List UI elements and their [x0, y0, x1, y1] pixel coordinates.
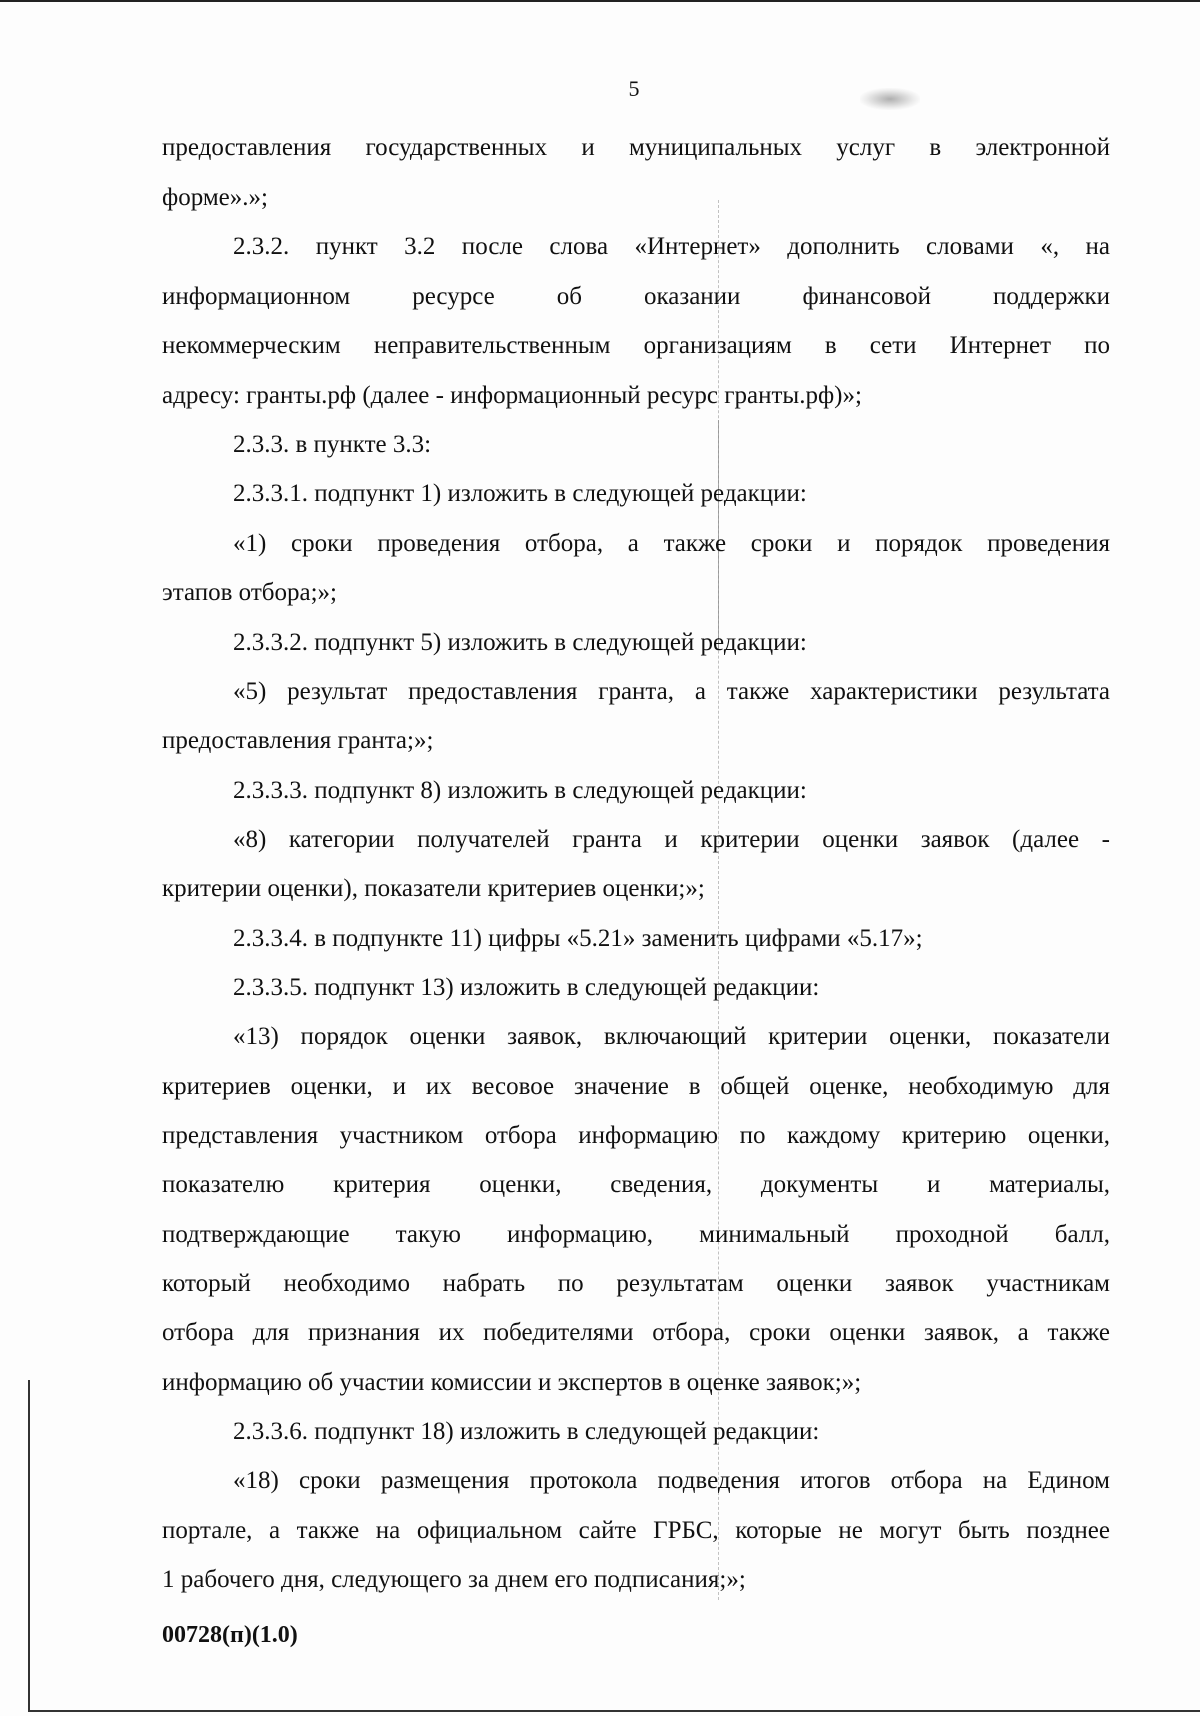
text-line: предоставления гранта;»; — [162, 727, 434, 754]
text-line: «5) результат предоставления гранта, а также характеристики результата — [233, 678, 1110, 705]
text-line: который необходимо набрать по результатам оценки заявок участникам — [162, 1270, 1110, 1297]
text-line: портале, а также на официальном сайте ГРБС, которые не могут быть позднее — [162, 1517, 1110, 1544]
text-line: «18) сроки размещения протокола подведения итогов отбора на Едином — [233, 1467, 1110, 1494]
text-line: 2.3.3.6. подпункт 18) изложить в следующей редакции: — [233, 1418, 820, 1445]
text-line: информацию об участии комиссии и экспертов в оценке заявок;»; — [162, 1369, 862, 1396]
text-line: «13) порядок оценки заявок, включающий критерии оценки, показатели — [233, 1023, 1110, 1050]
text-line: «8) категории получателей гранта и критерии оценки заявок (далее - — [233, 826, 1110, 853]
text-line: 2.3.3.3. подпункт 8) изложить в следующей редакции: — [233, 777, 807, 804]
scan-left-edge — [28, 1380, 30, 1712]
text-line: показателю критерия оценки, сведения, документы и материалы, — [162, 1171, 1110, 1198]
text-line: 2.3.3. в пункте 3.3: — [233, 431, 432, 458]
text-line: 2.3.2. пункт 3.2 после слова «Интернет» дополнить словами «, на — [233, 233, 1110, 260]
text-line: отбора для признания их победителями отбора, сроки оценки заявок, а также — [162, 1319, 1110, 1346]
text-line: критериев оценки, и их весовое значение в общей оценке, необходимую для — [162, 1073, 1110, 1100]
text-line: форме».»; — [162, 184, 268, 211]
text-line: информационном ресурсе об оказании финансовой поддержки — [162, 283, 1110, 310]
text-line: 2.3.3.2. подпункт 5) изложить в следующей редакции: — [233, 629, 807, 656]
text-line: адресу: гранты.рф (далее - информационный ресурс гранты.рф)»; — [162, 382, 862, 409]
text-line: 2.3.3.1. подпункт 1) изложить в следующей редакции: — [233, 480, 807, 507]
text-line: 1 рабочего дня, следующего за днем его подписания;»; — [162, 1566, 746, 1593]
scan-top-edge — [0, 0, 1200, 2]
text-line: подтверждающие такую информацию, минимальный проходной балл, — [162, 1221, 1110, 1248]
text-line: «1) сроки проведения отбора, а также сроки и порядок проведения — [233, 530, 1110, 557]
document-code: 00728(п)(1.0) — [162, 1622, 298, 1648]
text-line: критерии оценки), показатели критериев оценки;»; — [162, 875, 705, 902]
text-line: 2.3.3.5. подпункт 13) изложить в следующей редакции: — [233, 974, 820, 1001]
scan-bottom-edge — [28, 1710, 1200, 1712]
page-number: 5 — [628, 76, 640, 101]
text-line: 2.3.3.4. в подпункте 11) цифры «5.21» заменить цифрами «5.17»; — [233, 925, 923, 952]
text-line: этапов отбора;»; — [162, 579, 337, 606]
text-line: некоммерческим неправительственным организациям в сети Интернет по — [162, 332, 1110, 359]
text-line: представления участником отбора информацию по каждому критерию оценки, — [162, 1122, 1110, 1149]
text-line: предоставления государственных и муниципальных услуг в электронной — [162, 134, 1110, 161]
